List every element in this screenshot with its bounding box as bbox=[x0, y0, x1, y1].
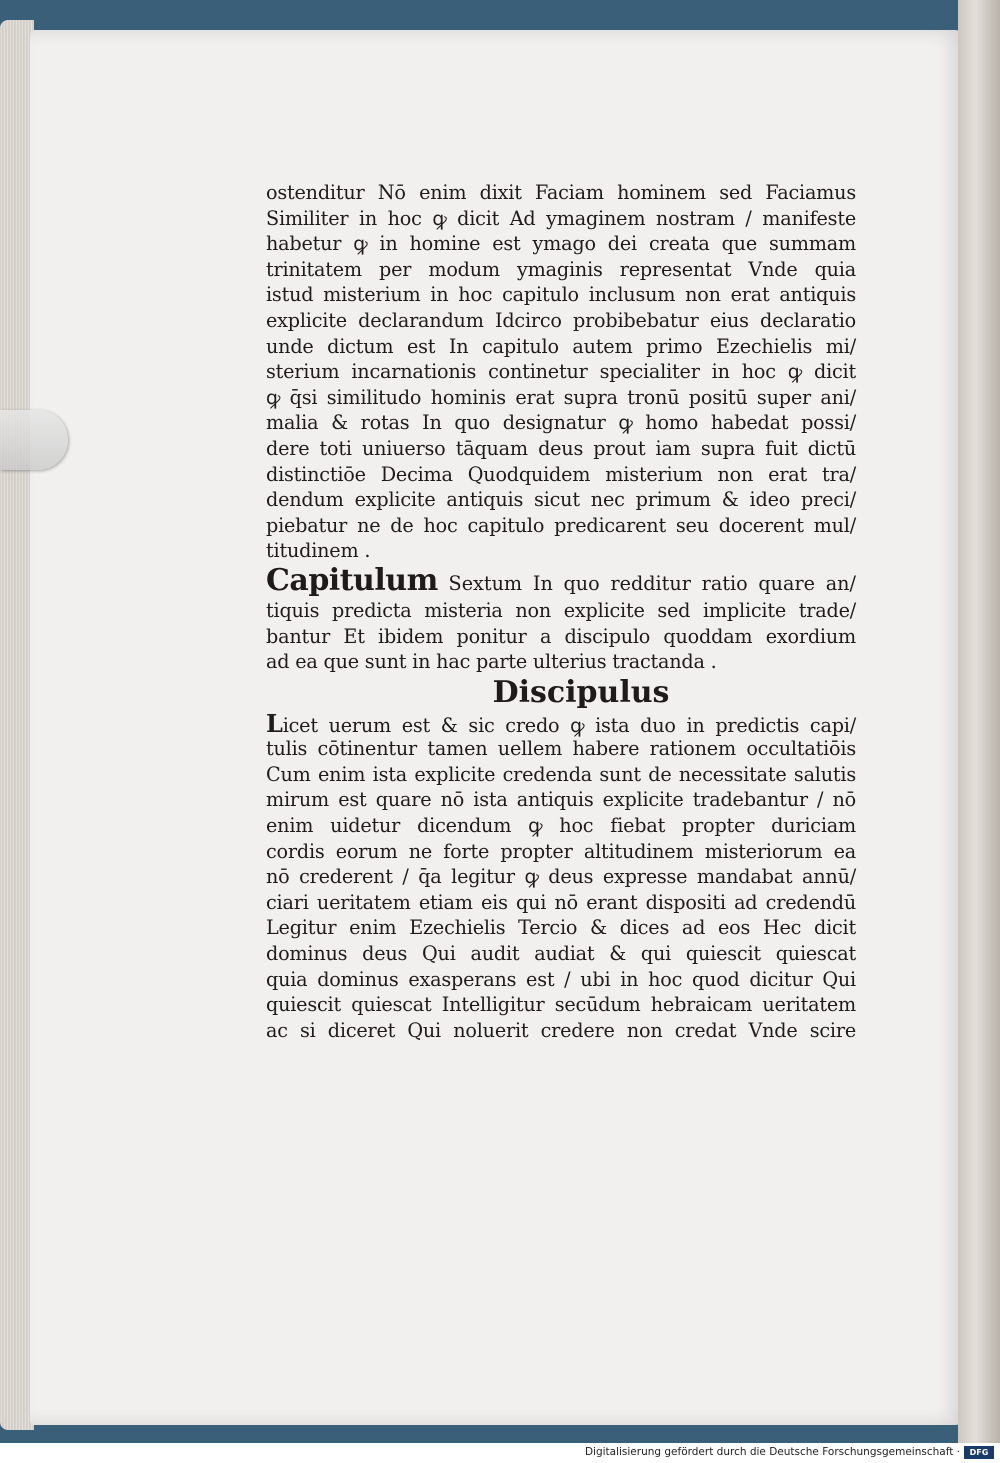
text-line: ac si diceret Qui noluerit credere non credat Vnde scire bbox=[266, 1018, 856, 1042]
text-line: tulis cōtinentur tamen uellem habere rationem occultatiōis bbox=[266, 737, 856, 761]
text-line: dendum explicite antiquis sicut nec primum & ideo preci/ bbox=[266, 488, 856, 512]
chapter-title: Capitulum bbox=[266, 562, 438, 598]
text-line: ostenditur Nō enim dixit Faciam hominem sed Faciamus bbox=[266, 181, 856, 204]
page-clip-icon bbox=[0, 410, 68, 470]
text-line: Similiter in hoc ꝙ dicit Ad ymaginem nostram / manifeste bbox=[266, 206, 856, 230]
page-text bbox=[266, 180, 856, 1043]
text-section-2 bbox=[266, 598, 856, 675]
text-line: dere toti uniuerso tāquam deus prout iam supra fuit dictū bbox=[266, 436, 856, 460]
text-line: ꝙ q̄si similitudo hominis erat supra tronū positū super ani/ bbox=[266, 385, 856, 409]
first-line-rest: icet uerum est & sic credo ꝙ ista duo in predictis capi/ bbox=[282, 713, 856, 737]
dfg-logo-icon: DFG bbox=[964, 1446, 994, 1459]
chapter-title-rest: Sextum In quo redditur ratio quare an/ bbox=[448, 571, 856, 595]
funding-credit: Digitalisierung gefördert durch die Deutsche Forschungsgemeinschaft · bbox=[584, 1446, 960, 1458]
footer-bar bbox=[0, 1443, 1000, 1463]
text-line: quiescit quiescat Intelligitur secūdum hebraicam ueritatem bbox=[266, 993, 856, 1017]
text-line: quia dominus exasperans est / ubi in hoc quod dicitur Qui bbox=[266, 967, 856, 991]
text-line: dominus deus Qui audit audiat & qui quiescit quiescat bbox=[266, 942, 856, 966]
text-line: trinitatem per modum ymaginis representat Vnde quia bbox=[266, 257, 856, 281]
text-section-1 bbox=[266, 180, 856, 564]
text-line: Cum enim ista explicite credenda sunt de necessitate salutis bbox=[266, 762, 856, 786]
text-section-3 bbox=[266, 708, 856, 1044]
text-line: piebatur ne de hoc capitulo predicarent seu docerent mul/ bbox=[266, 513, 856, 537]
text-line: sterium incarnationis continetur specialiter in hoc ꝙ dicit bbox=[266, 360, 856, 384]
book-right-page-edges bbox=[958, 0, 1000, 1443]
text-line: titudinem . bbox=[266, 539, 371, 563]
text-line bbox=[266, 708, 856, 738]
chapter-heading-line bbox=[266, 564, 856, 598]
text-line: habetur ꝙ in homine est ymago dei creata que summam bbox=[266, 232, 856, 256]
text-line: enim uidetur dicendum ꝙ hoc fiebat propter duriciam bbox=[266, 814, 856, 838]
text-line: ad ea que sunt in hac parte ulterius tractanda . bbox=[266, 650, 717, 674]
text-line: tiquis predicta misteria non explicite sed implicite trade/ bbox=[266, 598, 856, 622]
text-line: nō crederent / q̄a legitur ꝙ deus expresse mandabat annū/ bbox=[266, 865, 856, 889]
speaker-heading: Discipulus bbox=[492, 674, 670, 710]
text-line: bantur Et ibidem ponitur a discipulo quoddam exordium bbox=[266, 624, 856, 648]
initial-letter: L bbox=[266, 708, 283, 738]
text-line: cordis eorum ne forte propter altitudinem misteriorum ea bbox=[266, 839, 856, 863]
text-line: Legitur enim Ezechielis Tercio & dices ad eos Hec dicit bbox=[266, 916, 856, 940]
text-line: malia & rotas In quo designatur ꝙ homo habedat possi/ bbox=[266, 411, 856, 435]
book-left-page-edges bbox=[0, 20, 34, 1430]
text-line: unde dictum est In capitulo autem primo Ezechielis mi/ bbox=[266, 334, 856, 358]
speaker-heading-line bbox=[266, 675, 856, 711]
text-line: distinctiōe Decima Quodquidem misterium non erat tra/ bbox=[266, 462, 856, 486]
text-line: istud misterium in hoc capitulo inclusum non erat antiquis bbox=[266, 283, 856, 307]
text-line: explicite declarandum Idcirco probibebatur eius declaratio bbox=[266, 308, 856, 332]
text-line: ciari ueritatem etiam eis qui nō erant dispositi ad credendū bbox=[266, 890, 856, 914]
text-line: mirum est quare nō ista antiquis explicite tradebantur / nō bbox=[266, 788, 856, 812]
